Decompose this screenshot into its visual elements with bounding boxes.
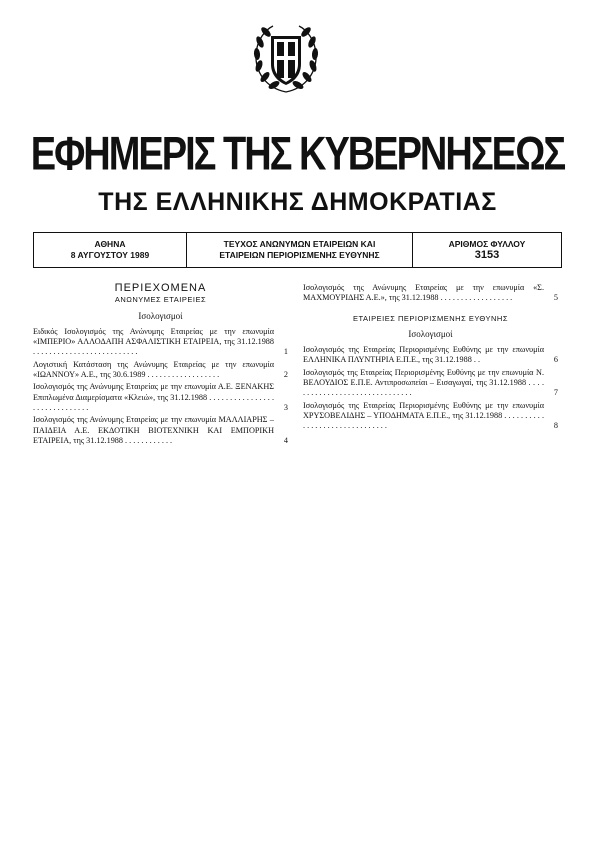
greek-emblem-icon bbox=[251, 22, 321, 96]
issue-type-cell bbox=[187, 233, 413, 267]
entry-text: Ισολογισμός της Εταιρείας Περιορισμένης Ευθύνης με την επωνυμία ΧΡΥΣΟΒΕΛΙΔΗΣ – ΥΠΟΔΗΜΑΤΑ Ε.Π.Ε., της 31.12.1988 . . . . . . . . . . . . . . . . . . . . . . . . . . . . . . . bbox=[303, 400, 544, 431]
entry-text: Ισολογισμός της Εταιρείας Περιορισμένης Ευθύνης με την επωνυμία ΕΛΛΗΝΙΚΑ ΠΛΥΝΤΗΡΙΑ Ε.Π.Ε., της 31.12.1988 . . bbox=[303, 345, 544, 365]
contents-entry bbox=[33, 327, 288, 358]
contents-entry bbox=[33, 360, 288, 381]
section-anonymous-companies: ΑΝΩΝΥΜΕΣ ΕΤΑΙΡΕΙΕΣ bbox=[114, 295, 207, 305]
contents-entry bbox=[303, 345, 558, 366]
sheet-number: 3153 bbox=[474, 249, 500, 261]
section-balance-sheets: Ισολογισμοί bbox=[138, 310, 183, 321]
entry-page: 1 bbox=[283, 347, 288, 357]
contents-entry bbox=[303, 401, 558, 432]
city: ΑΘΗΝΑ bbox=[94, 239, 126, 249]
entry-page: 2 bbox=[283, 370, 288, 380]
entry-page: 3 bbox=[283, 402, 288, 412]
entry-page: 4 bbox=[283, 435, 288, 445]
contents-entry bbox=[303, 283, 558, 304]
entry-text: Ισολογισμός της Ανώνυμης Εταιρείας με την επωνυμία Α.Ε. ΞΕΝΑΚΗΣ Επιπλωμένα Διαμερίσματα «Κλειώ», της 31.12.1988 . . . . . . . . . . . . . . . . . . . . . . . . . . . . . . bbox=[33, 382, 274, 412]
place-date-cell bbox=[34, 233, 187, 267]
entry-text: Ισολογισμός της Ανώνυμης Εταιρείας με την επωνυμία «Σ. ΜΑΧΜΟΥΡΙΔΗΣ Α.Ε.», της 31.12.1988 . . . . . . . . . . . . . . . . . . bbox=[303, 283, 544, 303]
entry-page: 5 bbox=[553, 293, 558, 303]
gazette-subtitle: ΤΗΣ ΕΛΛΗΝΙΚΗΣ ΔΗΜΟΚΡΑΤΙΑΣ bbox=[98, 188, 497, 216]
issue-info-box bbox=[33, 232, 562, 268]
gazette-title: ΕΦΗΜΕΡΙΣ ΤΗΣ ΚΥΒΕΡΝΗΣΕΩΣ bbox=[30, 128, 565, 181]
section-limited-liability: ΕΤΑΙΡΕΙΕΣ ΠΕΡΙΟΡΙΣΜΕΝΗΣ ΕΥΘΥΝΗΣ bbox=[353, 313, 508, 323]
sheet-number-cell bbox=[413, 233, 561, 267]
entry-text: Ισολογισμός της Ανώνυμης Εταιρείας με την επωνυμία ΜΑΛΛΙΑΡΗΣ – ΠΑΙΔΕΙΑ Α.Ε. ΕΚΔΟΤΙΚΗ ΒΙΟΤΕΧΝΙΚΗ ΚΑΙ ΕΜΠΟΡΙΚΗ ΕΤΑΙΡΕΙΑ, της 31.12.1988 . . . . . . . . . . . . bbox=[33, 415, 274, 445]
contents-entry bbox=[33, 415, 288, 446]
contents-entry bbox=[33, 382, 288, 413]
section-balance-sheets-2: Ισολογισμοί bbox=[408, 328, 453, 339]
contents-heading: ΠΕΡΙΕΧΟΜΕΝΑ bbox=[114, 282, 207, 294]
entry-text: Ειδικός Ισολογισμός της Ανώνυμης Εταιρείας με την επωνυμία «ΙΜΠΕΡΙΟ» ΑΛΛΟΔΑΠΗ ΑΣΦΑΛΙΣΤΙΚΗ ΕΤΑΙΡΕΙΑ, της 31.12.1988 . . . . . . . . . . . . . . . . . . . . . . . . . . bbox=[33, 326, 274, 357]
entry-page: 7 bbox=[553, 388, 558, 398]
entry-text: Ισολογισμός της Εταιρείας Περιορισμένης Ευθύνης με την επωνυμία Ν. ΒΕΛΟΥΔΙΟΣ Ε.Π.Ε. Αντιπροσωπείαι – Εισαγωγαί, της 31.12.1988 . . . . . . . . . . . . . . . . . . . . . . . . . . . . . . . bbox=[303, 367, 544, 398]
contents-left-column bbox=[33, 283, 288, 448]
entry-page: 8 bbox=[553, 421, 558, 431]
sheet-label: ΑΡΙΘΜΟΣ ΦΥΛΛΟΥ bbox=[448, 239, 526, 249]
contents-entry bbox=[303, 368, 558, 399]
issue-date: 8 ΑΥΓΟΥΣΤΟΥ 1989 bbox=[70, 250, 150, 260]
issue-type-line2: ΕΤΑΙΡΕΙΩΝ ΠΕΡΙΟΡΙΣΜΕΝΗΣ ΕΥΘΥΝΗΣ bbox=[219, 250, 380, 260]
contents-right-column bbox=[303, 283, 558, 434]
issue-type-line1: ΤΕΥΧΟΣ ΑΝΩΝΥΜΩΝ ΕΤΑΙΡΕΙΩΝ ΚΑΙ bbox=[223, 239, 376, 249]
entry-text: Λογιστική Κατάσταση της Ανώνυμης Εταιρείας με την επωνυμία «ΙΩΑΝΝΟΥ» Α.Ε., της 30.6.1989 . . . . . . . . . . . . . . . . . . bbox=[33, 359, 274, 380]
entry-page: 6 bbox=[553, 355, 558, 365]
